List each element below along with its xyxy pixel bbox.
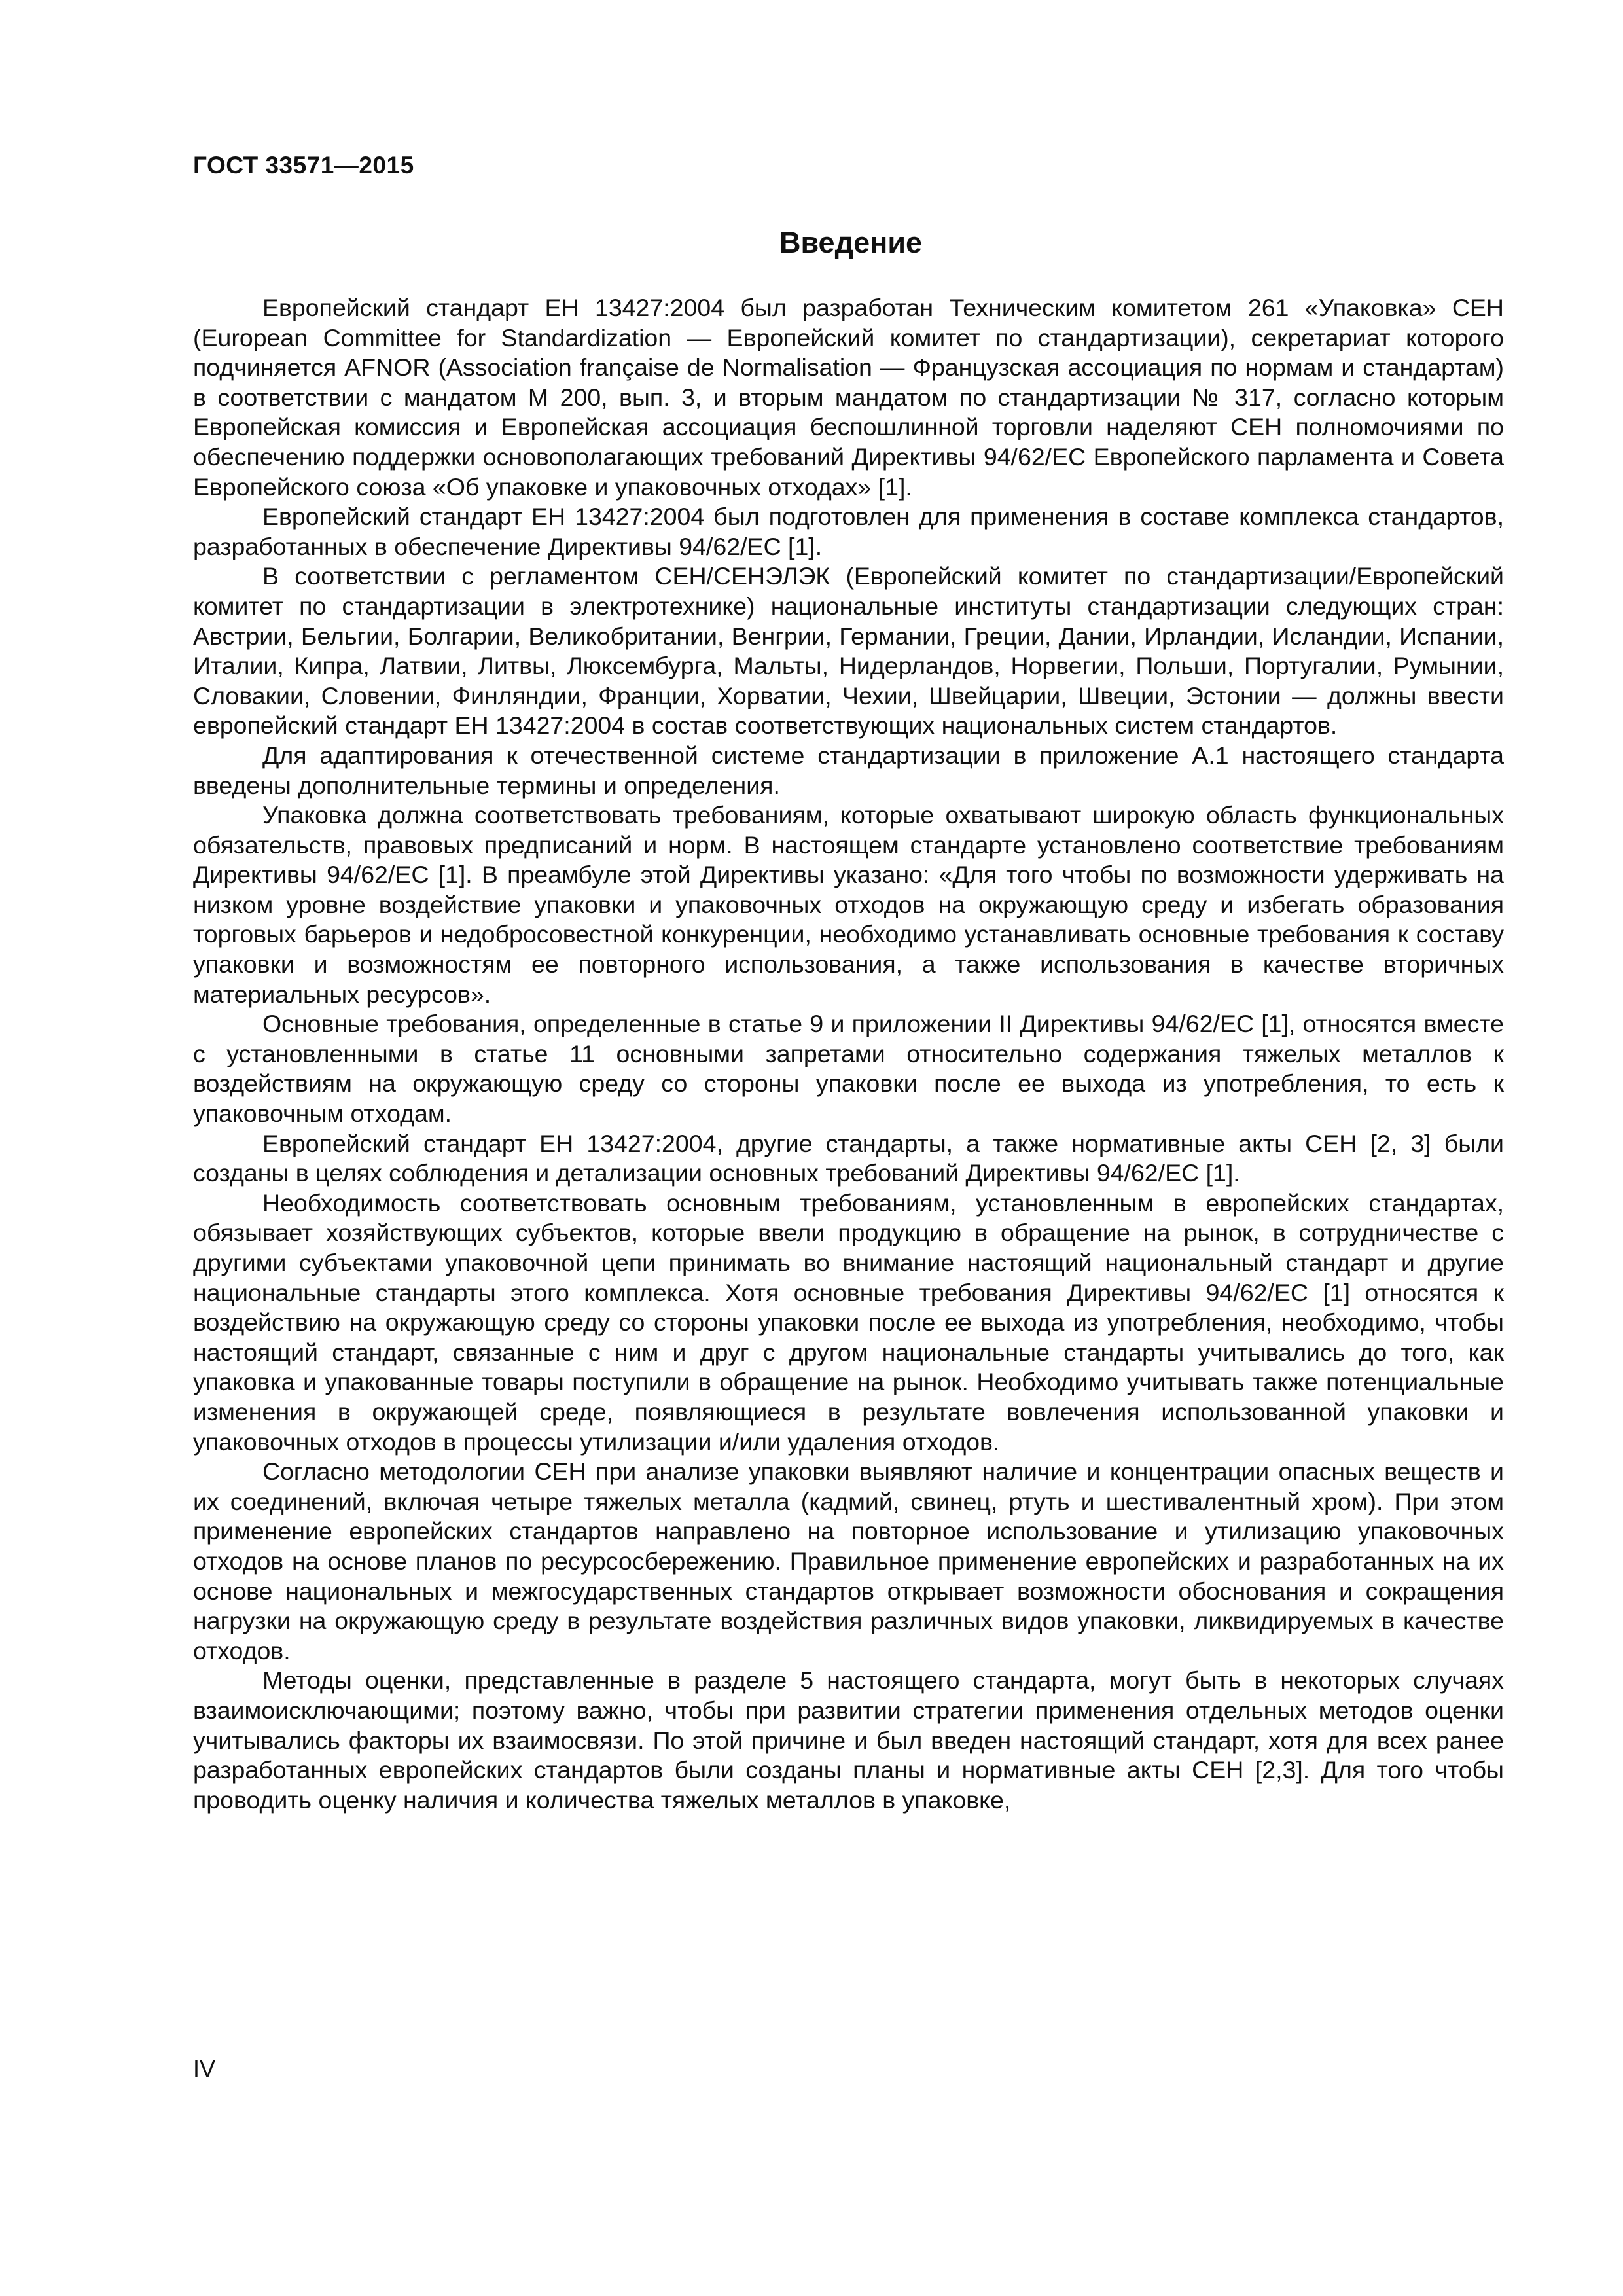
paragraph-10: Методы оценки, представленные в разделе 5 настоящего стандарта, могут быть в некоторых случаях взаимоисключающими; поэтому важно, чтобы при развитии стратегии применения отдельных методов оценки учитывались факторы их взаимосвязи. По этой причине и был введен настоящий стандарт, хотя для всех ранее разработанных европейских стандартов были созданы планы и нормативные акты СЕН [2,3]. Для того чтобы проводить оценку наличия и количества тяжелых металлов в упаковке,	[193, 1666, 1504, 1814]
paragraph-6: Основные требования, определенные в статье 9 и приложении II Директивы 94/62/ЕС [1], относятся вместе с установленными в статье 11 основными запретами относительно содержания тяжелых металлов к воздействиям на окружающую среду со стороны упаковки после ее выхода из употребления, то есть к упаковочным отходам.	[193, 1010, 1504, 1128]
paragraph-8: Необходимость соответствовать основным требованиям, установленным в европейских стандартах, обязывает хозяйствующих субъектов, которые ввели продукцию в обращение на рынок, в сотрудничестве с другими субъектами упаковочной цепи принимать во внимание настоящий национальный стандарт и другие национальные стандарты этого комплекса. Хотя основные требования Директивы 94/62/ЕС [1] относятся к воздействию на окружающую среду со стороны упаковки после ее выхода из употребления, необходимо, чтобы настоящий стандарт, связанные с ним и друг с другом национальные стандарты учитывались до того, как упаковка и упакованные товары поступили в обращение на рынок. Необходимо учитывать также потенциальные изменения в окружающей среде, появляющиеся в результате вовлечения использованной упаковки и упаковочных отходов в процессы утилизации и/или удаления отходов.	[193, 1189, 1504, 1456]
paragraph-2: Европейский стандарт ЕН 13427:2004 был подготовлен для применения в составе комплекса стандартов, разработанных в обеспечение Директивы 94/62/ЕС [1].	[193, 503, 1504, 560]
paragraph-7: Европейский стандарт ЕН 13427:2004, другие стандарты, а также нормативные акты СЕН [2, 3] были созданы в целях соблюдения и детализации основных требований Директивы 94/62/ЕС [1].	[193, 1129, 1504, 1187]
body-text	[193, 293, 1504, 1815]
section-title: Введение	[779, 226, 923, 259]
paragraph-4: Для адаптирования к отечественной системе стандартизации в приложение А.1 настоящего стандарта введены дополнительные термины и определения.	[193, 741, 1504, 799]
paragraph-1: Европейский стандарт ЕН 13427:2004 был разработан Техническим комитетом 261 «Упаковка» СЕН (European Committee for Standardization — Европейский комитет по стандартизации), секретариат которого подчиняется AFNOR (Association française de Normalisation — Французская ассоциация по нормам и стандартам) в соответствии с мандатом М 200, вып. 3, и вторым мандатом по стандартизации № 317, согласно которым Европейская комиссия и Европейская ассоциация беспошлинной торговли наделяют СЕН полномочиями по обеспечению поддержки основополагающих требований Директивы 94/62/ЕС Европейского парламента и Совета Европейского союза «Об упаковке и упаковочных отходах» [1].	[193, 294, 1504, 501]
paragraph-5: Упаковка должна соответствовать требованиям, которые охватывают широкую область функциональных обязательств, правовых предписаний и норм. В настоящем стандарте установлено соответствие требованиям Директивы 94/62/ЕС [1]. В преамбуле этой Директивы указано: «Для того чтобы по возможности удерживать на низком уровне воздействие упаковки и упаковочных отходов на окружающую среду и избегать образования торговых барьеров и недобросовестной конкуренции, необходимо устанавливать основные требования к составу упаковки и возможностям ее повторного использования, а также использования в качестве вторичных материальных ресурсов».	[193, 801, 1504, 1008]
document-code: ГОСТ 33571—2015	[193, 152, 414, 179]
page-number: IV	[193, 2055, 216, 2082]
paragraph-3: В соответствии с регламентом СЕН/СЕНЭЛЭК (Европейский комитет по стандартизации/Европейский комитет по стандартизации в электротехнике) национальные институты стандартизации следующих стран: Австрии, Бельгии, Болгарии, Великобритании, Венгрии, Германии, Греции, Дании, Ирландии, Исландии, Испании, Италии, Кипра, Латвии, Литвы, Люксембурга, Мальты, Нидерландов, Норвегии, Польши, Португалии, Румынии, Словакии, Словении, Финляндии, Франции, Хорватии, Чехии, Швейцарии, Швеции, Эстонии — должны ввести европейский стандарт ЕН 13427:2004 в состав соответствующих национальных систем стандартов.	[193, 562, 1504, 740]
paragraph-9: Согласно методологии СЕН при анализе упаковки выявляют наличие и концентрации опасных веществ и их соединений, включая четыре тяжелых металла (кадмий, свинец, ртуть и шестивалентный хром). При этом применение европейских стандартов направлено на повторное использование и утилизацию упаковочных отходов на основе планов по ресурсосбережению. Правильное применение европейских и разработанных на их основе национальных и межгосударственных стандартов открывает возможности обоснования и сокращения нагрузки на окружающую среду в результате воздействия различных видов упаковки, ликвидируемых в качестве отходов.	[193, 1458, 1504, 1664]
